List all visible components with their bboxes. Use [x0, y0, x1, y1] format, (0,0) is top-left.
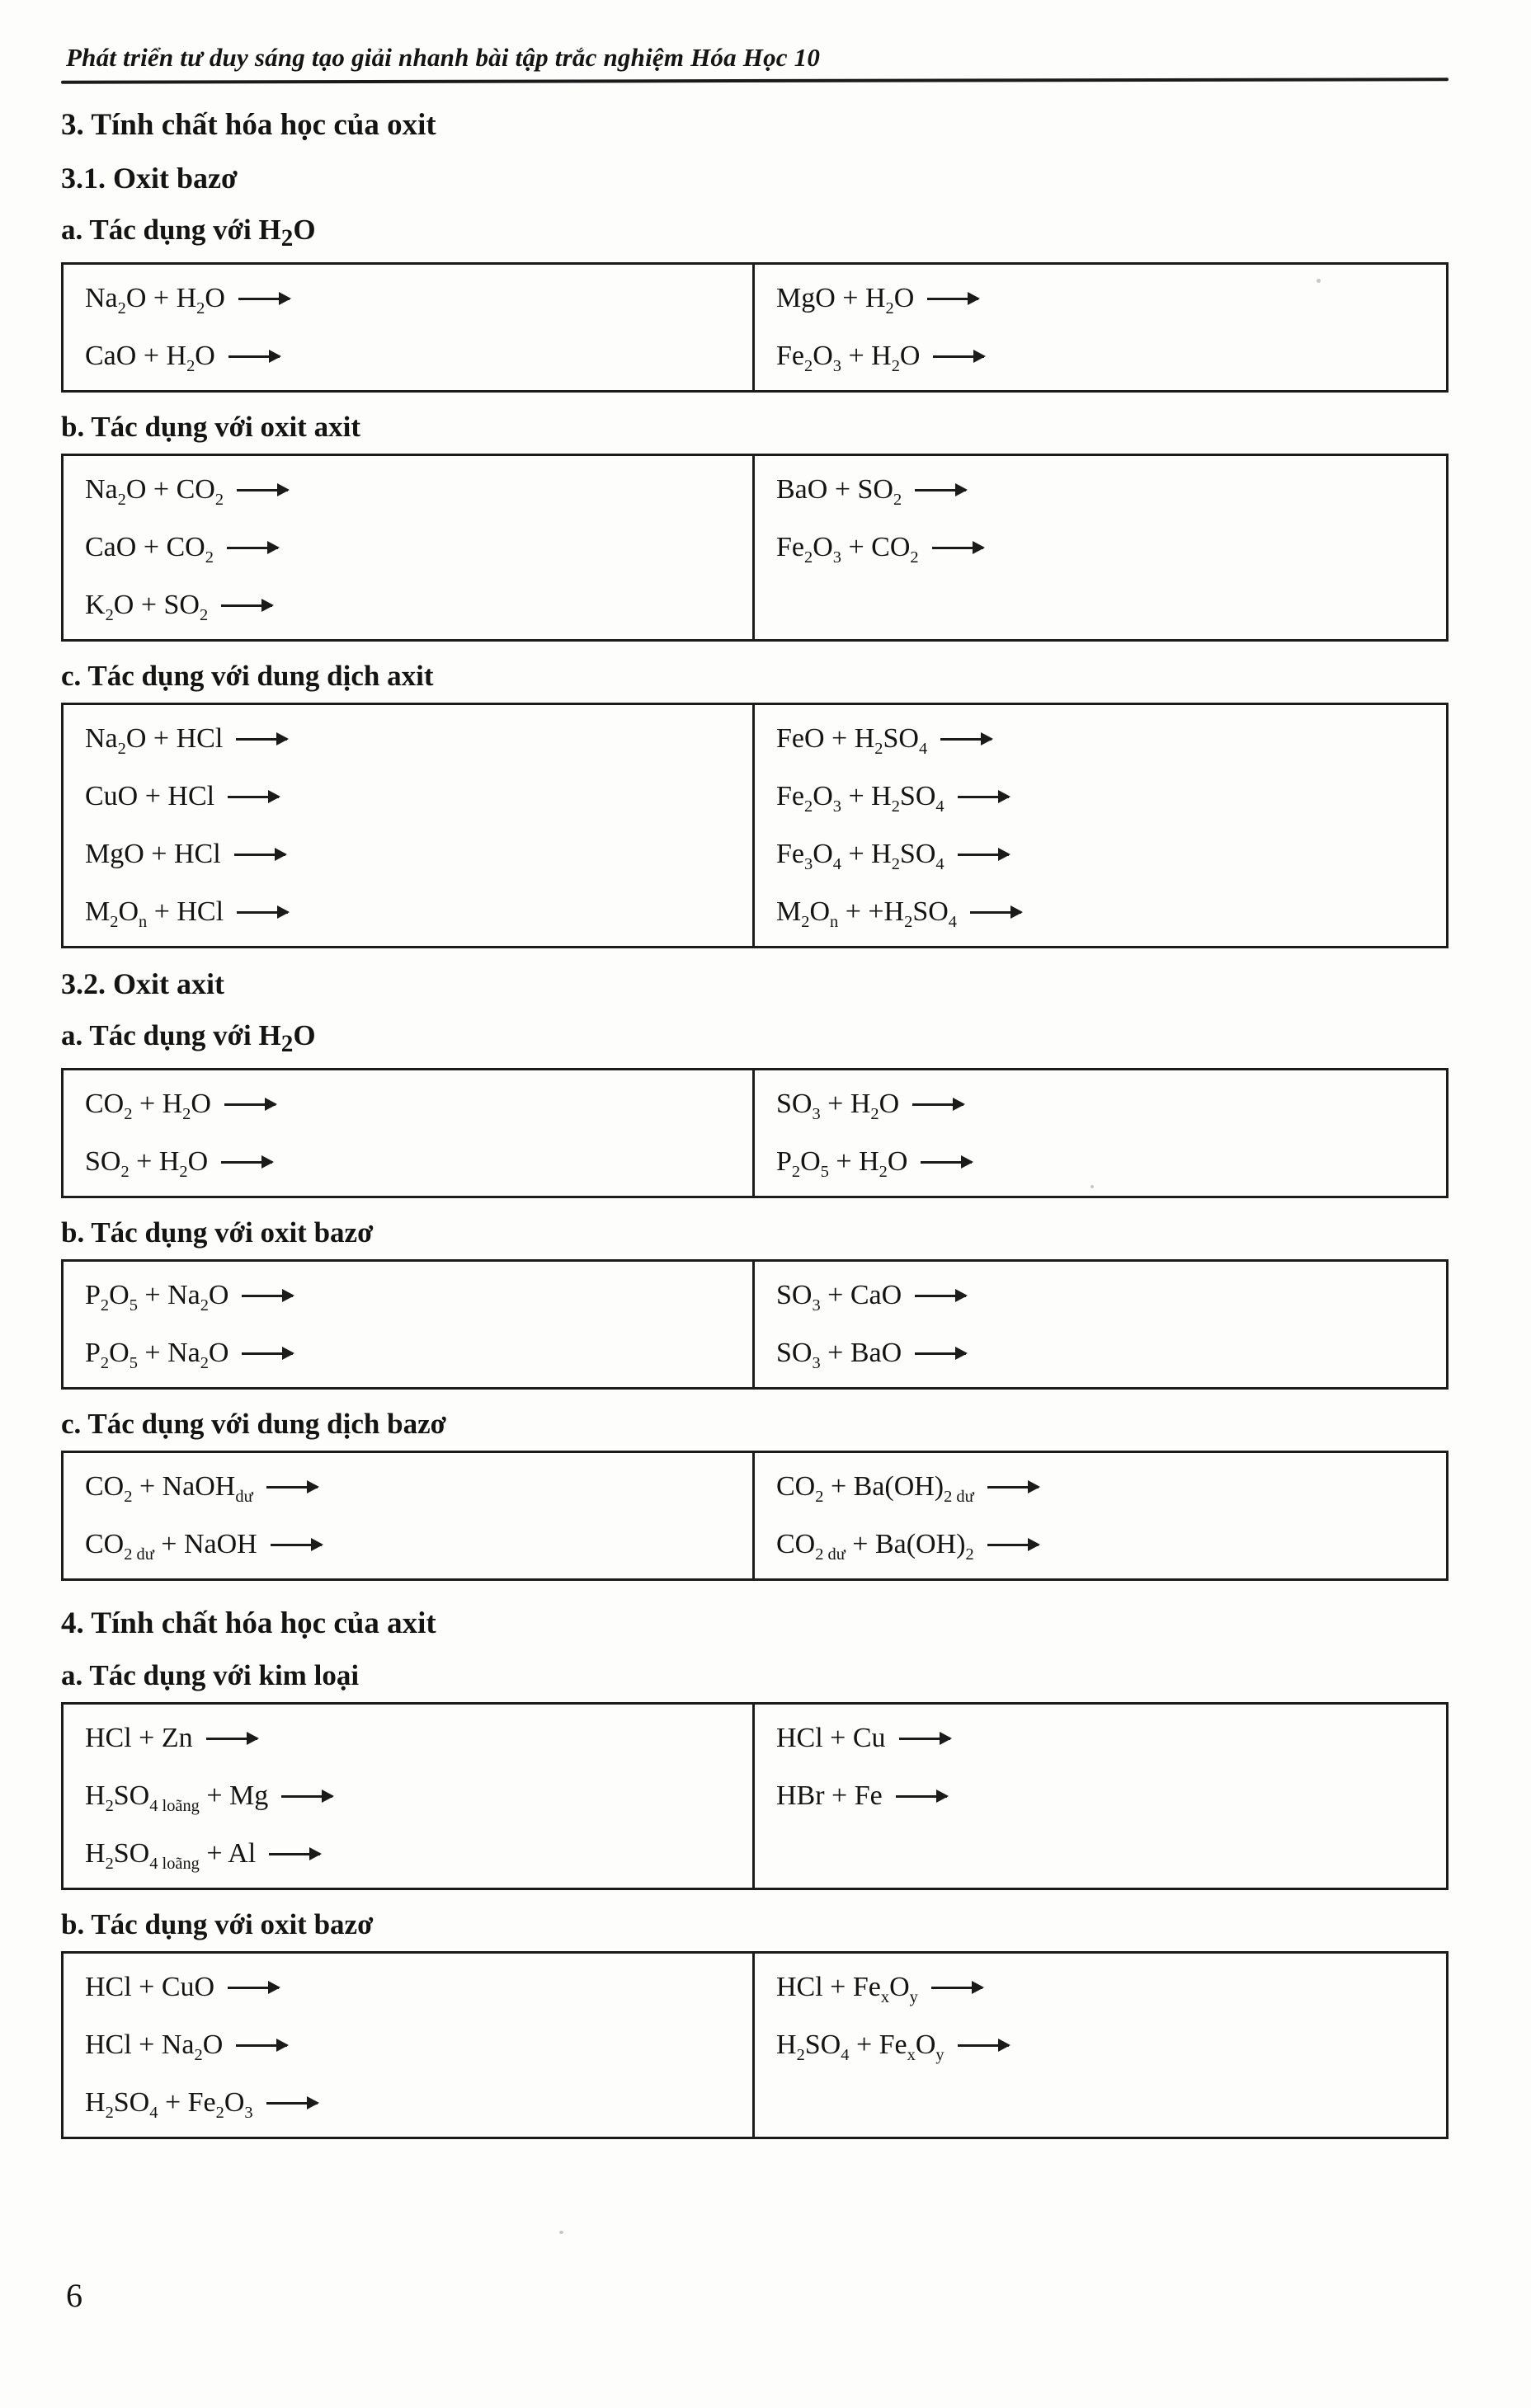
table-column-right — [755, 705, 1446, 946]
equation-table-oxit-axit-voi-oxit-bazo — [61, 1259, 1449, 1390]
subscript: 3 — [812, 1296, 821, 1315]
equation-row — [64, 710, 752, 768]
subscript: 2 — [196, 299, 205, 317]
scan-speck — [1317, 279, 1321, 283]
equation-text: CuO + HCl — [85, 781, 215, 811]
subscript: 2 — [205, 548, 214, 567]
equation-row — [755, 461, 1446, 519]
reaction-arrow-icon — [224, 1103, 276, 1106]
subscript: 2 — [215, 2103, 224, 2122]
reaction-arrow-icon — [970, 911, 1021, 914]
equation-table-oxit-bazo-voi-h2o — [61, 262, 1449, 393]
reaction-arrow-icon — [940, 738, 992, 741]
subscript: 2 — [280, 1031, 294, 1057]
section-heading: a. Tác dụng với $H_2O$ — [61, 1019, 316, 1057]
subscript: 3 — [832, 548, 841, 567]
subscript: 2 — [194, 2045, 203, 2064]
equation-text: HCl + CuO — [85, 1972, 215, 2002]
equation-table-oxit-axit-voi-dung-dich-bazo — [61, 1451, 1449, 1581]
equation-text: FeO + $H_2SO_4$ — [776, 723, 928, 758]
subscript: 2 — [804, 356, 813, 375]
equation-row — [755, 710, 1446, 768]
equation-row — [755, 825, 1446, 883]
equation-text: $CO_{2 dư} + Ba(OH)_2$ — [776, 1529, 974, 1564]
equation-row — [64, 327, 752, 385]
subscript: 2 — [804, 797, 813, 816]
subscript: 5 — [129, 1353, 138, 1372]
equation-text: $Fe_2O_3 + H_2O$ — [776, 341, 921, 375]
equation-text: $Fe_2O_3 + H_2SO_4$ — [776, 781, 945, 816]
table-column-left — [64, 1262, 755, 1387]
reaction-arrow-icon — [221, 1161, 272, 1164]
subscript: 2 — [117, 299, 126, 317]
reaction-arrow-icon — [266, 1486, 318, 1489]
subscript: 2 — [186, 356, 195, 375]
reaction-arrow-icon — [221, 604, 272, 607]
reaction-arrow-icon — [958, 2044, 1009, 2047]
subscript: 2 — [965, 1545, 974, 1564]
equation-row — [64, 1324, 752, 1382]
table-column-right — [755, 265, 1446, 390]
section-heading: c. Tác dụng với dung dịch bazơ — [61, 1408, 446, 1440]
equation-row — [755, 2016, 1446, 2074]
subscript: 2 — [182, 1104, 191, 1123]
equation-row — [755, 1767, 1446, 1825]
equation-text: CaO + $CO_2$ — [85, 532, 214, 567]
section-heading: a. Tác dụng với $H_2O$ — [61, 214, 316, 252]
equation-text: $CO_2 + Ba(OH)_{2 dư}$ — [776, 1471, 974, 1506]
subscript: 2 — [910, 548, 919, 567]
subscript: 2 — [124, 1487, 133, 1506]
section-heading: b. Tác dụng với oxit bazơ — [61, 1908, 374, 1940]
subscript: 2 — [874, 739, 883, 758]
subscript: 2 — [791, 1162, 801, 1181]
subscript: 2 — [117, 739, 126, 758]
subscript: 5 — [129, 1296, 138, 1315]
table-column-left — [64, 1954, 755, 2137]
subscript: 2 — [105, 1796, 114, 1815]
running-header: Phát triển tư duy sáng tạo giải nhanh bài tập trắc nghiệm Hóa Học 10 — [66, 43, 821, 72]
equation-row — [755, 1267, 1446, 1324]
table-column-left — [64, 1070, 755, 1196]
subscript: 2 — [105, 1854, 114, 1873]
subscript: 2 — [179, 1162, 188, 1181]
equation-text: $M_2O_n$ + HCl — [85, 896, 224, 931]
table-column-left — [64, 265, 755, 390]
reaction-arrow-icon — [271, 1544, 322, 1546]
scan-speck — [559, 2231, 563, 2234]
section-heading: a. Tác dụng với kim loại — [61, 1659, 360, 1691]
subscript: 4 — [948, 912, 957, 931]
subscript: 4 loãng — [149, 1796, 200, 1815]
reaction-arrow-icon — [958, 854, 1009, 856]
equation-text: $CO_{2 dư}$ + NaOH — [85, 1529, 257, 1564]
page-number: 6 — [66, 2277, 82, 2314]
subscript: 3 — [244, 2103, 253, 2122]
table-column-right — [755, 1453, 1446, 1578]
reaction-arrow-icon — [228, 355, 280, 358]
equation-row — [755, 1710, 1446, 1767]
equation-row — [64, 883, 752, 941]
equation-table-oxit-bazo-voi-dung-dich-axit — [61, 703, 1449, 948]
equation-text: $SO_3 + H_2O$ — [776, 1089, 900, 1123]
subscript: 2 — [105, 2103, 114, 2122]
equation-text: $H_2SO_{4 loãng} + Mg$ — [85, 1780, 269, 1815]
subscript: 2 — [105, 605, 114, 624]
subscript: 4 — [841, 2045, 850, 2064]
equation-row — [64, 768, 752, 825]
reaction-arrow-icon — [236, 2044, 287, 2047]
table-column-right — [755, 1954, 1446, 2137]
reaction-arrow-icon — [237, 489, 288, 491]
reaction-arrow-icon — [238, 298, 290, 300]
equation-text: $CO_2$ + NaOH$_{dư}$ — [85, 1471, 253, 1506]
subscript: 2 — [200, 1353, 209, 1372]
subscript: 2 — [100, 1353, 110, 1372]
equation-row — [755, 519, 1446, 576]
section-heading: 3.1. Oxit bazơ — [61, 162, 238, 195]
subscript: 2 — [124, 1104, 133, 1123]
subscript: 4 loãng — [149, 1854, 200, 1873]
reaction-arrow-icon — [242, 1295, 293, 1297]
table-column-right — [755, 1070, 1446, 1196]
subscript: 2 — [117, 490, 126, 509]
equation-row — [64, 2074, 752, 2132]
reaction-arrow-icon — [931, 1987, 982, 1989]
table-column-left — [64, 1705, 755, 1888]
reaction-arrow-icon — [266, 2102, 318, 2105]
equation-text: $P_2O_5 + Na_2O$ — [85, 1338, 229, 1372]
equation-row — [64, 1075, 752, 1133]
subscript: 2 — [904, 912, 913, 931]
equation-text: MgO + HCl — [85, 839, 221, 869]
subscript: y — [909, 1987, 918, 2006]
equation-row — [64, 1458, 752, 1516]
equation-text: $Na_2O + H_2O$ — [85, 283, 225, 317]
equation-text: CaO + $H_2O$ — [85, 341, 215, 375]
page-content — [61, 107, 1449, 2139]
subscript: dư — [235, 1487, 253, 1506]
reaction-arrow-icon — [206, 1738, 257, 1740]
reaction-arrow-icon — [915, 1352, 966, 1355]
reaction-arrow-icon — [958, 796, 1009, 798]
equation-row — [64, 576, 752, 634]
table-column-left — [64, 456, 755, 639]
equation-row — [755, 1516, 1446, 1573]
equation-text: $SO_2 + H_2O$ — [85, 1146, 209, 1181]
reaction-arrow-icon — [896, 1795, 947, 1798]
subscript: 2 — [214, 490, 224, 509]
subscript: 2 — [885, 299, 894, 317]
reaction-arrow-icon — [234, 854, 285, 856]
equation-row — [755, 1959, 1446, 2016]
subscript: y — [935, 2045, 945, 2064]
reaction-arrow-icon — [987, 1544, 1039, 1546]
subscript: 3 — [832, 797, 841, 816]
equation-row — [64, 1133, 752, 1191]
equation-table-oxit-bazo-voi-oxit-axit — [61, 454, 1449, 642]
subscript: 4 — [935, 854, 945, 873]
reaction-arrow-icon — [915, 489, 966, 491]
equation-table-axit-voi-oxit-bazo — [61, 1951, 1449, 2139]
equation-row — [755, 1458, 1446, 1516]
equation-row — [755, 883, 1446, 941]
subscript: 2 — [801, 912, 810, 931]
subscript: 2 — [200, 1296, 209, 1315]
equation-row — [755, 1324, 1446, 1382]
equation-text: $SO_3$ + CaO — [776, 1280, 902, 1315]
reaction-arrow-icon — [921, 1161, 972, 1164]
subscript: 3 — [832, 356, 841, 375]
reaction-arrow-icon — [227, 547, 278, 549]
equation-text: $K_2O + SO_2$ — [85, 590, 209, 624]
subscript: 2 — [120, 1162, 130, 1181]
subscript: 2 — [891, 854, 900, 873]
section-heading: b. Tác dụng với oxit bazơ — [61, 1216, 374, 1249]
equation-text: $M_2O_n + +H_2SO_4$ — [776, 896, 957, 931]
equation-row — [64, 1267, 752, 1324]
equation-row — [64, 1959, 752, 2016]
subscript: 2 dư — [124, 1545, 154, 1564]
subscript: 2 — [804, 548, 813, 567]
equation-text: $CO_2 + H_2O$ — [85, 1089, 211, 1123]
subscript: x — [880, 1987, 890, 2006]
subscript: 2 — [815, 1487, 824, 1506]
header-rule — [61, 78, 1449, 84]
table-column-right — [755, 1262, 1446, 1387]
equation-text: $Na_2O + CO_2$ — [85, 474, 224, 509]
subscript: x — [907, 2045, 916, 2064]
subscript: 5 — [820, 1162, 829, 1181]
subscript: 2 — [879, 1162, 888, 1181]
equation-text: HCl + $Na_2O$ — [85, 2029, 224, 2064]
subscript: 2 — [891, 356, 900, 375]
table-column-right — [755, 456, 1446, 639]
equation-text: HCl + Cu — [776, 1723, 886, 1753]
equation-text: $Fe_3O_4 + H_2SO_4$ — [776, 839, 945, 873]
subscript: 2 dư — [944, 1487, 974, 1506]
section-heading: 3. Tính chất hóa học của oxit — [61, 108, 436, 142]
section-heading: 4. Tính chất hóa học của axit — [61, 1606, 436, 1640]
equation-row — [755, 1133, 1446, 1191]
reaction-arrow-icon — [242, 1352, 293, 1355]
subscript: 3 — [804, 854, 813, 873]
equation-text: $H_2SO_{4 loãng} + Al$ — [85, 1838, 257, 1873]
reaction-arrow-icon — [987, 1486, 1039, 1489]
subscript: 2 — [870, 1104, 879, 1123]
equation-text: MgO + $H_2O$ — [776, 283, 915, 317]
equation-row — [64, 270, 752, 327]
reaction-arrow-icon — [269, 1853, 320, 1855]
equation-row — [64, 1825, 752, 1883]
equation-text: HCl + Zn — [85, 1723, 193, 1753]
equation-table-oxit-axit-voi-h2o — [61, 1068, 1449, 1198]
equation-row — [64, 1516, 752, 1573]
table-column-left — [64, 705, 755, 946]
reaction-arrow-icon — [899, 1738, 950, 1740]
equation-row — [64, 1767, 752, 1825]
equation-row — [755, 270, 1446, 327]
subscript: 2 — [100, 1296, 110, 1315]
scan-speck — [1091, 1185, 1094, 1188]
reaction-arrow-icon — [915, 1295, 966, 1297]
equation-text: $P_2O_5 + H_2O$ — [776, 1146, 908, 1181]
table-column-right — [755, 1705, 1446, 1888]
subscript: 3 — [812, 1353, 821, 1372]
subscript: 2 — [280, 225, 294, 252]
subscript: 4 — [832, 854, 841, 873]
reaction-arrow-icon — [932, 547, 983, 549]
equation-row — [755, 768, 1446, 825]
equation-table-axit-voi-kim-loai — [61, 1702, 1449, 1890]
equation-text: BaO + $SO_2$ — [776, 474, 902, 509]
reaction-arrow-icon — [236, 738, 287, 741]
equation-text: $H_2SO_4 + Fe_2O_3$ — [85, 2087, 253, 2122]
equation-text: $H_2SO_4 + Fe_xO_y$ — [776, 2029, 945, 2064]
equation-row — [64, 461, 752, 519]
subscript: 2 — [796, 2045, 805, 2064]
equation-text: $SO_3$ + BaO — [776, 1338, 902, 1372]
reaction-arrow-icon — [228, 1987, 279, 1989]
table-column-left — [64, 1453, 755, 1578]
equation-text: HCl + $Fe_xO_y$ — [776, 1972, 918, 2006]
subscript: 2 — [199, 605, 209, 624]
subscript: 2 — [893, 490, 902, 509]
equation-text: $P_2O_5 + Na_2O$ — [85, 1280, 229, 1315]
subscript: 4 — [935, 797, 945, 816]
section-heading: 3.2. Oxit axit — [61, 967, 224, 1000]
reaction-arrow-icon — [237, 911, 288, 914]
equation-row — [755, 1075, 1446, 1133]
equation-text: $Fe_2O_3 + CO_2$ — [776, 532, 919, 567]
reaction-arrow-icon — [281, 1795, 332, 1798]
subscript: n — [830, 912, 839, 931]
equation-row — [755, 327, 1446, 385]
equation-text: $Na_2O$ + HCl — [85, 723, 224, 758]
subscript: 4 — [149, 2103, 158, 2122]
equation-row — [64, 519, 752, 576]
equation-text: HBr + Fe — [776, 1780, 883, 1811]
subscript: 3 — [812, 1104, 821, 1123]
equation-row — [64, 2016, 752, 2074]
equation-row — [64, 825, 752, 883]
reaction-arrow-icon — [912, 1103, 963, 1106]
subscript: 2 dư — [815, 1545, 846, 1564]
subscript: 4 — [918, 739, 928, 758]
subscript: 2 — [110, 912, 119, 931]
reaction-arrow-icon — [933, 355, 984, 358]
section-heading: c. Tác dụng với dung dịch axit — [61, 660, 434, 692]
subscript: 2 — [891, 797, 900, 816]
equation-row — [64, 1710, 752, 1767]
subscript: n — [139, 912, 148, 931]
reaction-arrow-icon — [228, 796, 279, 798]
section-heading: b. Tác dụng với oxit axit — [61, 411, 360, 443]
reaction-arrow-icon — [927, 298, 978, 300]
